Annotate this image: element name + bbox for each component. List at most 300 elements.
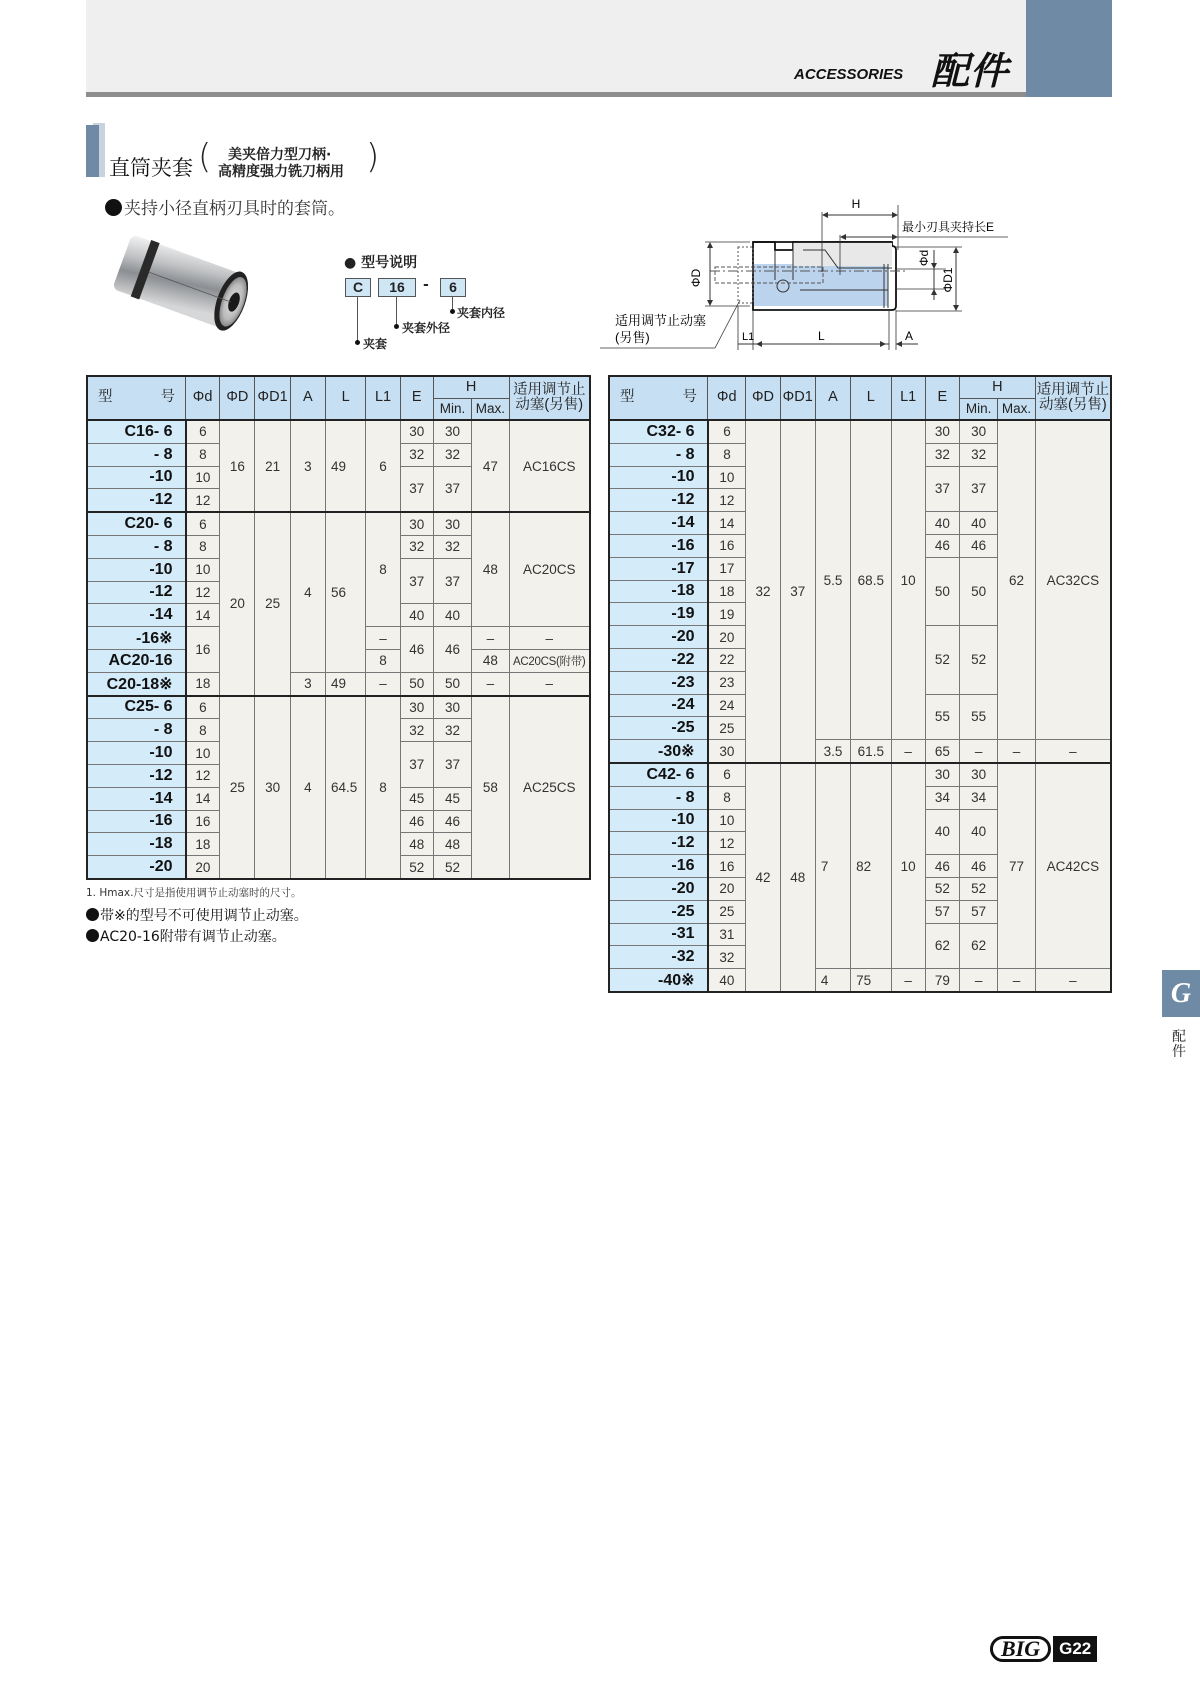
- col-header-A: A: [290, 376, 325, 420]
- A-cell: 3: [290, 672, 325, 695]
- E-cell: 46: [400, 627, 433, 673]
- model-cell: -12: [609, 832, 708, 855]
- note-ac20-16-text: AC20-16附带有调节止动塞。: [100, 929, 286, 945]
- spec-table-right: [608, 375, 1112, 993]
- col-header-stopper-line1: 适用调节止: [1036, 381, 1110, 398]
- note-ac20-16: [86, 926, 286, 946]
- d-cell: 10: [708, 809, 746, 832]
- model-cell: -12: [87, 489, 186, 512]
- L-cell: 64.5: [325, 696, 365, 879]
- model-cell: -18: [87, 833, 186, 856]
- dim-min-grip-E: 最小刃具夹持长E: [902, 220, 995, 234]
- d-cell: 22: [708, 648, 746, 671]
- Hmax-cell: –: [472, 627, 509, 650]
- col-header-model-2: 号: [160, 389, 176, 406]
- E-cell: 55: [925, 694, 959, 740]
- E-cell: 48: [400, 833, 433, 856]
- Hmin-cell: 62: [959, 923, 997, 969]
- Hmin-cell: 37: [433, 742, 471, 788]
- A-cell: 3.5: [815, 740, 850, 763]
- L-cell: 82: [851, 763, 891, 969]
- Hmin-cell: 50: [433, 672, 471, 695]
- A-cell: 4: [815, 969, 850, 992]
- dim-A: A: [905, 329, 914, 343]
- stopper-cell: AC16CS: [509, 420, 590, 512]
- table-row: [609, 969, 1111, 992]
- table-row: [87, 672, 590, 695]
- header-accent-block: [1026, 0, 1112, 97]
- d-cell: 14: [186, 787, 220, 810]
- Hmin-cell: –: [959, 740, 997, 763]
- L1-cell: –: [891, 740, 925, 763]
- d-cell: 10: [186, 466, 220, 489]
- Hmin-cell: 45: [433, 787, 471, 810]
- col-header-H-min: Min.: [433, 399, 471, 421]
- d-cell: 12: [708, 832, 746, 855]
- L1-cell: 8: [366, 696, 400, 879]
- d-cell: 8: [186, 719, 220, 742]
- col-header-stopper-line2: 动塞(另售): [1039, 397, 1107, 413]
- Hmin-cell: 32: [959, 443, 997, 466]
- model-cell: -16※: [87, 627, 186, 650]
- d-cell: 8: [708, 786, 746, 809]
- Hmax-cell: –: [472, 672, 509, 695]
- col-header-model: [87, 376, 186, 420]
- footnote-hmax: 1. Hmax.尺寸是指使用调节止动塞时的尺寸。: [86, 887, 302, 899]
- collet-dimension-diagram: [600, 190, 1020, 355]
- A-cell: 3: [290, 420, 325, 512]
- A-cell: 4: [290, 512, 325, 672]
- col-header-stopper-line2: 动塞(另售): [515, 397, 584, 413]
- L1-cell: 10: [891, 420, 925, 740]
- stopper-callout-line2: (另售): [615, 330, 650, 345]
- L-cell: 49: [325, 672, 365, 695]
- dim-phi-d: Φd: [917, 249, 931, 267]
- model-cell: -40※: [609, 969, 708, 992]
- D-cell: 25: [220, 696, 255, 879]
- model-cell: -16: [609, 534, 708, 557]
- L1-cell: 6: [366, 420, 400, 512]
- label-inner-diameter: 夹套内径: [457, 306, 506, 320]
- stopper-callout-line1: 适用调节止动塞: [615, 313, 707, 328]
- dim-phi-D: ΦD: [689, 268, 703, 288]
- D-cell: 20: [220, 512, 255, 695]
- label-outer-diameter: 夹套外径: [402, 321, 451, 335]
- lead-text: [105, 194, 345, 219]
- d-cell: 32: [708, 946, 746, 969]
- d-cell: 6: [708, 420, 746, 443]
- Hmin-cell: 52: [959, 626, 997, 694]
- d-cell: 10: [186, 558, 220, 581]
- bullet-icon: [86, 929, 99, 942]
- d-cell: 14: [708, 512, 746, 535]
- d-cell: 25: [708, 717, 746, 740]
- E-cell: 62: [925, 923, 959, 969]
- stopper-cell: AC20CS: [509, 512, 590, 626]
- d-cell: 16: [186, 627, 220, 673]
- d-cell: 8: [186, 443, 220, 466]
- section-title-cn: 配件: [931, 49, 1010, 93]
- Hmin-cell: 50: [959, 557, 997, 625]
- note-asterisk-models: [86, 905, 308, 925]
- model-cell: -25: [609, 900, 708, 923]
- col-header-phi-D1: ΦD1: [780, 376, 815, 420]
- col-header-H-max: Max.: [998, 399, 1035, 421]
- D-cell: 42: [746, 763, 780, 992]
- model-cell: - 8: [609, 443, 708, 466]
- model-cell: -17: [609, 557, 708, 580]
- E-cell: 37: [400, 466, 433, 512]
- L-cell: 75: [851, 969, 891, 992]
- title-paren-close: ): [366, 137, 380, 177]
- leader-line: [452, 296, 453, 310]
- L1-cell: 8: [366, 649, 400, 672]
- model-code-separator: -: [423, 277, 429, 293]
- note-asterisk-models-text: 带※的型号不可使用调节止动塞。: [100, 908, 308, 924]
- d-cell: 6: [708, 763, 746, 786]
- stopper-cell: AC32CS: [1035, 420, 1111, 740]
- dim-phi-D1: ΦD1: [941, 267, 955, 293]
- model-cell: - 8: [609, 786, 708, 809]
- Hmin-cell: 30: [433, 512, 471, 535]
- model-explanation-title-text: 型号说明: [361, 255, 418, 271]
- E-cell: 46: [925, 855, 959, 878]
- page-number: G22: [1053, 1636, 1097, 1662]
- model-code-outer: 16: [378, 278, 416, 297]
- model-cell: C25- 6: [87, 696, 186, 719]
- model-cell: -30※: [609, 740, 708, 763]
- E-cell: 45: [400, 787, 433, 810]
- Hmin-cell: 40: [959, 512, 997, 535]
- E-cell: 30: [925, 420, 959, 443]
- model-cell: -12: [87, 764, 186, 787]
- stopper-cell: AC20CS(附带): [509, 649, 590, 672]
- E-cell: 65: [925, 740, 959, 763]
- Hmin-cell: 52: [433, 856, 471, 879]
- title-paren-open: (: [198, 137, 212, 177]
- model-cell: -16: [87, 810, 186, 833]
- leader-dot: [394, 324, 399, 329]
- col-header-A: A: [815, 376, 850, 420]
- model-cell: - 8: [87, 719, 186, 742]
- Hmin-cell: 30: [433, 696, 471, 719]
- D-cell: 32: [746, 420, 780, 763]
- d-cell: 24: [708, 694, 746, 717]
- model-cell: -25: [609, 717, 708, 740]
- Hmax-cell: 47: [472, 420, 509, 512]
- L1-cell: 10: [891, 763, 925, 969]
- D-cell: 16: [220, 420, 255, 512]
- title-bar: [86, 125, 99, 177]
- stopper-cell: AC42CS: [1035, 763, 1111, 969]
- d-cell: 10: [708, 466, 746, 489]
- d-cell: 12: [186, 489, 220, 512]
- E-cell: 50: [400, 672, 433, 695]
- col-header-model-1: 型: [620, 389, 635, 406]
- E-cell: 46: [400, 810, 433, 833]
- col-header-E: E: [925, 376, 959, 420]
- Hmin-cell: 46: [433, 810, 471, 833]
- model-cell: -10: [609, 809, 708, 832]
- table-row: [609, 740, 1111, 763]
- Hmin-cell: 30: [959, 420, 997, 443]
- leader-line: [396, 296, 397, 325]
- model-cell: -32: [609, 946, 708, 969]
- col-header-stopper: [1035, 376, 1111, 420]
- d-cell: 8: [708, 443, 746, 466]
- Hmax-cell: 58: [472, 696, 509, 879]
- L-cell: 56: [325, 512, 365, 672]
- stopper-cell: –: [509, 672, 590, 695]
- model-cell: C42- 6: [609, 763, 708, 786]
- col-header-model-1: 型: [98, 389, 113, 406]
- bullet-icon: [86, 908, 99, 921]
- L1-cell: –: [891, 969, 925, 992]
- col-header-L: L: [325, 376, 365, 420]
- d-cell: 23: [708, 671, 746, 694]
- L1-cell: –: [366, 672, 400, 695]
- model-cell: -20: [87, 856, 186, 879]
- Hmin-cell: 37: [433, 466, 471, 512]
- table-row: [87, 512, 590, 535]
- Hmax-cell: 77: [998, 763, 1035, 969]
- stopper-cell: –: [1035, 969, 1111, 992]
- col-header-stopper-line1: 适用调节止: [513, 381, 586, 398]
- footer-logo: [990, 1636, 1097, 1662]
- model-explanation-title: ● 型号说明: [344, 255, 418, 271]
- Hmin-cell: 52: [959, 877, 997, 900]
- E-cell: 34: [925, 786, 959, 809]
- col-header-H-min: Min.: [959, 399, 997, 421]
- E-cell: 52: [925, 877, 959, 900]
- D1-cell: 25: [255, 512, 290, 695]
- stopper-cell: AC25CS: [509, 696, 590, 879]
- chapter-tab-label: 配件: [1172, 1029, 1186, 1060]
- E-cell: 32: [400, 443, 433, 466]
- E-cell: 32: [925, 443, 959, 466]
- title-subtitle-line2: 高精度强力铣刀柄用: [218, 164, 344, 180]
- E-cell: 37: [400, 558, 433, 604]
- d-cell: 12: [186, 764, 220, 787]
- model-cell: -12: [609, 489, 708, 512]
- model-cell: -14: [87, 604, 186, 627]
- Hmin-cell: 30: [959, 763, 997, 786]
- L1-cell: –: [366, 627, 400, 650]
- model-cell: C20- 6: [87, 512, 186, 535]
- col-header-E: E: [400, 376, 433, 420]
- E-cell: 32: [400, 719, 433, 742]
- E-cell: 30: [400, 696, 433, 719]
- col-header-phi-D1: ΦD1: [255, 376, 290, 420]
- model-cell: -10: [87, 466, 186, 489]
- model-cell: -10: [87, 742, 186, 765]
- d-cell: 17: [708, 557, 746, 580]
- Hmax-cell: 48: [472, 649, 509, 672]
- stopper-cell: –: [1035, 740, 1111, 763]
- model-cell: -23: [609, 671, 708, 694]
- A-cell: 5.5: [815, 420, 850, 740]
- bullet-icon: [105, 199, 122, 216]
- model-cell: -14: [609, 512, 708, 535]
- Hmin-cell: 46: [433, 627, 471, 673]
- Hmax-cell: 62: [998, 420, 1035, 740]
- A-cell: 7: [815, 763, 850, 969]
- model-cell: -12: [87, 581, 186, 604]
- E-cell: 30: [400, 512, 433, 535]
- Hmin-cell: 32: [433, 719, 471, 742]
- model-cell: -20: [609, 877, 708, 900]
- col-header-L: L: [851, 376, 891, 420]
- d-cell: 18: [186, 833, 220, 856]
- model-cell: C20-18※: [87, 672, 186, 695]
- E-cell: 57: [925, 900, 959, 923]
- model-cell: C32- 6: [609, 420, 708, 443]
- E-cell: 46: [925, 534, 959, 557]
- Hmax-cell: –: [998, 969, 1035, 992]
- col-header-H: H: [959, 376, 1035, 399]
- model-cell: -24: [609, 694, 708, 717]
- L-cell: 61.5: [851, 740, 891, 763]
- Hmin-cell: 46: [959, 534, 997, 557]
- leader-dot: [450, 309, 455, 314]
- D1-cell: 30: [255, 696, 290, 879]
- d-cell: 30: [708, 740, 746, 763]
- d-cell: 6: [186, 696, 220, 719]
- E-cell: 52: [400, 856, 433, 879]
- Hmin-cell: –: [959, 969, 997, 992]
- D1-cell: 48: [780, 763, 815, 992]
- d-cell: 6: [186, 420, 220, 443]
- d-cell: 20: [708, 877, 746, 900]
- E-cell: 30: [400, 420, 433, 443]
- d-cell: 6: [186, 512, 220, 535]
- E-cell: 40: [400, 604, 433, 627]
- d-cell: 8: [186, 535, 220, 558]
- big-brand-logo: BIG: [990, 1636, 1051, 1662]
- Hmin-cell: 30: [433, 420, 471, 443]
- E-cell: 79: [925, 969, 959, 992]
- Hmin-cell: 34: [959, 786, 997, 809]
- table-row: [609, 763, 1111, 786]
- dim-L: L: [818, 329, 825, 343]
- col-header-phi-d: Φd: [708, 376, 746, 420]
- L-cell: 68.5: [851, 420, 891, 740]
- A-cell: 4: [290, 696, 325, 879]
- L1-cell: 8: [366, 512, 400, 626]
- d-cell: 18: [708, 580, 746, 603]
- Hmin-cell: 40: [433, 604, 471, 627]
- section-title-en: ACCESSORIES: [794, 66, 904, 83]
- table-row: [87, 696, 590, 719]
- col-header-model-2: 号: [682, 389, 698, 406]
- d-cell: 16: [708, 534, 746, 557]
- Hmax-cell: 48: [472, 512, 509, 626]
- d-cell: 31: [708, 923, 746, 946]
- d-cell: 10: [186, 742, 220, 765]
- E-cell: 30: [925, 763, 959, 786]
- Hmin-cell: 37: [433, 558, 471, 604]
- model-cell: -18: [609, 580, 708, 603]
- model-code-inner: 6: [440, 278, 466, 297]
- chapter-tab-g[interactable]: G: [1162, 970, 1200, 1017]
- model-cell: -10: [609, 466, 708, 489]
- col-header-H: H: [433, 376, 509, 399]
- collet-product-image: [112, 226, 262, 344]
- col-header-L1: L1: [891, 376, 925, 420]
- Hmin-cell: 46: [959, 855, 997, 878]
- dim-H: H: [851, 197, 861, 211]
- col-header-L1: L1: [366, 376, 400, 420]
- Hmin-cell: 40: [959, 809, 997, 855]
- model-cell: AC20-16: [87, 649, 186, 672]
- d-cell: 40: [708, 969, 746, 992]
- table-row: [609, 420, 1111, 443]
- Hmin-cell: 48: [433, 833, 471, 856]
- E-cell: 37: [400, 742, 433, 788]
- spec-table-left: [86, 375, 591, 880]
- model-cell: - 8: [87, 535, 186, 558]
- col-header-model: [609, 376, 708, 420]
- d-cell: 20: [186, 856, 220, 879]
- model-cell: -19: [609, 603, 708, 626]
- E-cell: 50: [925, 557, 959, 625]
- d-cell: 25: [708, 900, 746, 923]
- d-cell: 12: [186, 581, 220, 604]
- model-cell: -16: [609, 855, 708, 878]
- model-cell: -22: [609, 648, 708, 671]
- d-cell: 16: [186, 810, 220, 833]
- Hmin-cell: 32: [433, 443, 471, 466]
- title-subtitle-line1: 美夹倍力型刀柄·: [228, 147, 332, 163]
- model-cell: -20: [609, 626, 708, 649]
- leader-line: [357, 296, 358, 341]
- model-cell: -14: [87, 787, 186, 810]
- lead-text-content: 夹持小径直柄刃具时的套筒。: [124, 199, 345, 219]
- d-cell: 20: [708, 626, 746, 649]
- Hmax-cell: –: [998, 740, 1035, 763]
- leader-dot: [355, 340, 360, 345]
- d-cell: 19: [708, 603, 746, 626]
- dim-L1: L1: [742, 331, 755, 343]
- Hmin-cell: 32: [433, 535, 471, 558]
- model-code-type: C: [345, 278, 371, 297]
- stopper-cell: –: [509, 627, 590, 650]
- d-cell: 14: [186, 604, 220, 627]
- Hmin-cell: 57: [959, 900, 997, 923]
- page-title: 直筒夹套: [109, 156, 193, 180]
- Hmin-cell: 37: [959, 466, 997, 512]
- D1-cell: 21: [255, 420, 290, 512]
- model-cell: -10: [87, 558, 186, 581]
- col-header-stopper: [509, 376, 590, 420]
- D1-cell: 37: [780, 420, 815, 763]
- d-cell: 12: [708, 489, 746, 512]
- header-rule: [86, 92, 1026, 97]
- col-header-phi-d: Φd: [186, 376, 220, 420]
- model-cell: C16- 6: [87, 420, 186, 443]
- col-header-H-max: Max.: [472, 399, 509, 421]
- model-cell: - 8: [87, 443, 186, 466]
- L-cell: 49: [325, 420, 365, 512]
- E-cell: 32: [400, 535, 433, 558]
- d-cell: 16: [708, 855, 746, 878]
- E-cell: 40: [925, 809, 959, 855]
- E-cell: 40: [925, 512, 959, 535]
- d-cell: 18: [186, 672, 220, 695]
- col-header-phi-D: ΦD: [746, 376, 780, 420]
- label-collet: 夹套: [363, 337, 388, 351]
- Hmin-cell: 55: [959, 694, 997, 740]
